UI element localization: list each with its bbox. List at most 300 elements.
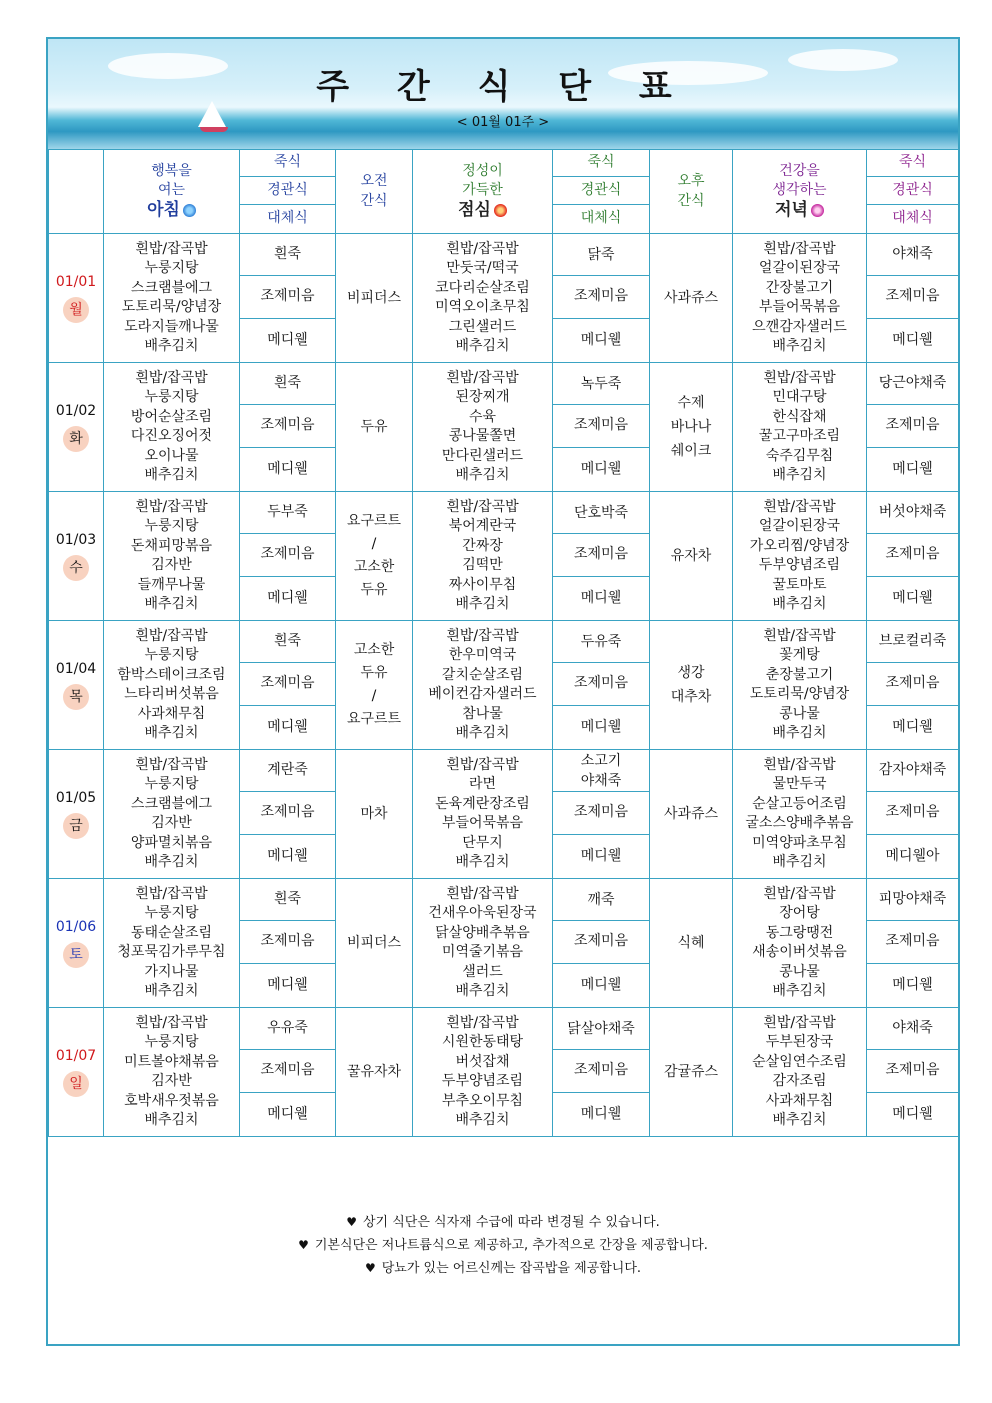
breakfast-item: 도토리묵/양념장 xyxy=(121,299,222,315)
breakfast-cell xyxy=(104,234,240,363)
dinner-item: 미역양파초무침 xyxy=(752,834,847,851)
am-snack-cell xyxy=(336,879,413,1008)
date-cell xyxy=(49,363,104,492)
lunch-item: 흰밥/잡곡밥 xyxy=(446,498,519,515)
lunch-item: 미역오이초무침 xyxy=(435,299,530,315)
am-snack-cell xyxy=(336,750,413,879)
lunch-item: 코다리순살조림 xyxy=(435,279,530,296)
pm-snack-cell xyxy=(650,1008,733,1137)
date-label: 01/06 xyxy=(55,919,97,935)
dinner-item: 가오리찜/양념장 xyxy=(749,537,850,554)
dinner-item: 새송이버섯볶음 xyxy=(752,944,847,960)
lunch-item: 간짜장 xyxy=(462,537,503,554)
lunch-sub: 메디웰 xyxy=(553,448,650,492)
pm-snack-cell xyxy=(650,750,733,879)
breakfast-porridge-header: 죽식 xyxy=(240,150,336,177)
lunch-tube: 조제미음 xyxy=(553,663,650,706)
dinner-item: 꽃게탕 xyxy=(779,647,820,663)
note-line: ♥ 상기 식단은 식자재 수급에 따라 변경될 수 있습니다. xyxy=(346,1215,660,1230)
flower-icon xyxy=(494,204,507,217)
breakfast-tube: 조제미음 xyxy=(240,276,336,319)
day-row xyxy=(49,621,959,663)
lunch-porridge: 깨죽 xyxy=(553,879,650,921)
dinner-item: 흰밥/잡곡밥 xyxy=(763,240,836,257)
breakfast-sub: 메디웰 xyxy=(240,706,336,750)
am-snack-item: / xyxy=(371,536,377,552)
weekday-badge: 월 xyxy=(63,297,89,323)
breakfast-cell xyxy=(104,621,240,750)
dinner-item: 콩나물 xyxy=(779,963,820,980)
breakfast-item: 다진오징어젓 xyxy=(130,428,213,444)
lunch-item: 갈치순살조림 xyxy=(441,666,524,683)
am-snack-item: 꿀유자차 xyxy=(346,1063,402,1080)
lunch-tube-header: 경관식 xyxy=(553,177,650,205)
breakfast-tube: 조제미음 xyxy=(240,405,336,448)
dinner-item: 배추김치 xyxy=(772,854,827,870)
breakfast-sub: 메디웰 xyxy=(240,964,336,1008)
dinner-item: 굴소스양배추볶음 xyxy=(745,815,854,831)
dinner-item: 얼갈이된장국 xyxy=(758,260,841,276)
dinner-tube: 조제미음 xyxy=(867,792,959,835)
breakfast-item: 배추김치 xyxy=(144,467,199,483)
breakfast-item: 김자반 xyxy=(151,1073,192,1089)
dinner-header: 건강을 생각하는 저녁 xyxy=(733,150,867,234)
breakfast-header: 행복을 여는 아침 xyxy=(104,150,240,234)
flower-icon xyxy=(811,204,824,217)
breakfast-item: 미트볼야채볶음 xyxy=(124,1053,219,1070)
lunch-porridge: 소고기 야채죽 xyxy=(553,750,650,792)
weekday-badge: 일 xyxy=(63,1071,89,1097)
breakfast-item: 누룽지탕 xyxy=(144,1034,199,1050)
dinner-cell xyxy=(733,621,867,750)
breakfast-sub: 메디웰 xyxy=(240,1093,336,1137)
day-row xyxy=(49,234,959,276)
am-snack-item: 요구르트 xyxy=(346,513,402,529)
lunch-item: 된장찌개 xyxy=(455,389,510,405)
breakfast-item: 흰밥/잡곡밥 xyxy=(135,756,208,773)
day-row xyxy=(49,879,959,921)
am-snack-cell xyxy=(336,621,413,750)
lunch-tube: 조제미음 xyxy=(553,276,650,319)
pm-snack-cell xyxy=(650,879,733,1008)
dinner-item: 흰밥/잡곡밥 xyxy=(763,627,836,644)
date-cell xyxy=(49,492,104,621)
breakfast-porridge: 두부죽 xyxy=(240,492,336,534)
breakfast-item: 배추김치 xyxy=(144,854,199,870)
dinner-item: 순살임연수조림 xyxy=(752,1053,847,1070)
dinner-item: 배추김치 xyxy=(772,725,827,741)
dinner-item: 순살고등어조림 xyxy=(752,795,847,812)
am-snack-cell xyxy=(336,492,413,621)
dinner-item: 으깬감자샐러드 xyxy=(752,318,847,335)
lunch-cell xyxy=(413,492,553,621)
dinner-cell xyxy=(733,363,867,492)
lunch-item: 짜사이무침 xyxy=(448,576,517,593)
breakfast-porridge: 흰죽 xyxy=(240,879,336,921)
lunch-item: 참나물 xyxy=(462,705,503,722)
dinner-item: 동그랑땡전 xyxy=(765,924,834,941)
pm-snack-cell xyxy=(650,363,733,492)
am-snack-item: 두유 xyxy=(360,418,388,435)
pm-snack-item: 쉐이크 xyxy=(670,443,712,459)
dinner-item: 두부양념조림 xyxy=(758,557,841,573)
lunch-item: 미역줄기볶음 xyxy=(441,944,524,960)
breakfast-item: 누룽지탕 xyxy=(144,260,199,276)
dinner-tube-header: 경관식 xyxy=(867,177,959,205)
dinner-porridge: 야채죽 xyxy=(867,234,959,276)
week-label: < 01월 01주 > xyxy=(456,115,550,130)
dinner-item: 간장불고기 xyxy=(765,279,834,296)
pm-snack-item: 유자차 xyxy=(670,548,712,564)
lunch-cell xyxy=(413,1008,553,1137)
breakfast-item: 사과채무침 xyxy=(137,705,206,722)
am-snack-item: 두유 xyxy=(360,665,388,681)
dinner-sub: 메디웰 xyxy=(867,577,959,621)
lunch-cell xyxy=(413,621,553,750)
lunch-item: 흰밥/잡곡밥 xyxy=(446,369,519,386)
dinner-tube: 조제미음 xyxy=(867,663,959,706)
lunch-porridge: 녹두죽 xyxy=(553,363,650,405)
weekday-badge: 금 xyxy=(63,813,89,839)
breakfast-item: 양파멸치볶음 xyxy=(130,834,213,851)
dinner-item: 춘장불고기 xyxy=(765,666,834,683)
lunch-item: 김떡만 xyxy=(462,557,503,573)
lunch-porridge: 단호박죽 xyxy=(553,492,650,534)
dinner-item: 꿀고구마조림 xyxy=(758,428,841,444)
dinner-cell xyxy=(733,879,867,1008)
dinner-tube: 조제미음 xyxy=(867,405,959,448)
dinner-cell xyxy=(733,234,867,363)
dinner-item: 물만두국 xyxy=(772,776,827,792)
breakfast-tube: 조제미음 xyxy=(240,534,336,577)
date-label: 01/07 xyxy=(55,1048,97,1064)
lunch-item: 흰밥/잡곡밥 xyxy=(446,240,519,257)
breakfast-item: 누룽지탕 xyxy=(144,647,199,663)
breakfast-item: 청포묵김가루무침 xyxy=(117,944,226,960)
lunch-item: 흰밥/잡곡밥 xyxy=(446,627,519,644)
am-snack-item: 요구르트 xyxy=(346,711,402,727)
pm-snack-item: 사과쥬스 xyxy=(663,290,719,306)
breakfast-porridge: 흰죽 xyxy=(240,363,336,405)
pm-snack-cell xyxy=(650,621,733,750)
breakfast-item: 방어순살조림 xyxy=(130,408,213,425)
lunch-item: 배추김치 xyxy=(455,467,510,483)
dinner-sub: 메디웰 xyxy=(867,448,959,492)
lunch-porridge-header: 죽식 xyxy=(553,150,650,177)
notes xyxy=(48,1211,958,1280)
breakfast-item: 배추김치 xyxy=(144,725,199,741)
breakfast-item: 누룽지탕 xyxy=(144,905,199,921)
date-cell xyxy=(49,234,104,363)
dinner-tube: 조제미음 xyxy=(867,921,959,964)
dinner-sub: 메디웰아 xyxy=(867,835,959,879)
dinner-item: 얼갈이된장국 xyxy=(758,518,841,534)
dinner-item: 콩나물 xyxy=(779,705,820,722)
heart-icon: ♥ xyxy=(364,1261,376,1275)
lunch-item: 건새우아욱된장국 xyxy=(428,905,537,921)
weekday-badge: 화 xyxy=(63,426,89,452)
am-snack-header: 오전 간식 xyxy=(336,150,413,234)
breakfast-cell xyxy=(104,1008,240,1137)
breakfast-item: 들깨무나물 xyxy=(137,576,206,593)
am-snack-item: / xyxy=(371,688,377,704)
breakfast-item: 배추김치 xyxy=(144,596,199,612)
am-snack-item: 비피더스 xyxy=(346,934,402,951)
breakfast-sub: 메디웰 xyxy=(240,835,336,879)
dinner-item: 사과채무침 xyxy=(765,1092,834,1109)
lunch-cell xyxy=(413,750,553,879)
am-snack-cell xyxy=(336,363,413,492)
am-snack-item: 마차 xyxy=(360,805,388,822)
dinner-item: 흰밥/잡곡밥 xyxy=(763,885,836,902)
breakfast-porridge: 계란죽 xyxy=(240,750,336,792)
pm-snack-cell xyxy=(650,234,733,363)
breakfast-tube: 조제미음 xyxy=(240,921,336,964)
breakfast-tube: 조제미음 xyxy=(240,1050,336,1093)
breakfast-item: 동태순살조림 xyxy=(130,924,213,941)
lunch-item: 배추김치 xyxy=(455,983,510,999)
breakfast-cell xyxy=(104,750,240,879)
pm-snack-item: 바나나 xyxy=(670,419,712,435)
breakfast-item: 스크램블에그 xyxy=(130,795,213,812)
lunch-item: 만둣국/떡국 xyxy=(446,260,519,276)
lunch-item: 흰밥/잡곡밥 xyxy=(446,1014,519,1031)
breakfast-item: 호박새우젓볶음 xyxy=(124,1092,219,1109)
lunch-porridge: 닭살야채죽 xyxy=(553,1008,650,1050)
breakfast-item: 누룽지탕 xyxy=(144,776,199,792)
lunch-sub: 메디웰 xyxy=(553,706,650,750)
date-cell xyxy=(49,750,104,879)
date-cell xyxy=(49,879,104,1008)
dinner-tube: 조제미음 xyxy=(867,276,959,319)
lunch-sub: 메디웰 xyxy=(553,835,650,879)
lunch-item: 단무지 xyxy=(462,834,503,851)
weekday-badge: 수 xyxy=(63,555,89,581)
lunch-sub: 메디웰 xyxy=(553,577,650,621)
breakfast-tube: 조제미음 xyxy=(240,792,336,835)
breakfast-item: 느타리버섯볶음 xyxy=(124,686,219,702)
dinner-item: 흰밥/잡곡밥 xyxy=(763,369,836,386)
breakfast-item: 스크램블에그 xyxy=(130,279,213,296)
date-label: 01/03 xyxy=(55,532,97,548)
lunch-item: 닭살양배추볶음 xyxy=(435,924,530,941)
breakfast-item: 배추김치 xyxy=(144,338,199,354)
lunch-item: 흰밥/잡곡밥 xyxy=(446,756,519,773)
lunch-cell xyxy=(413,234,553,363)
weekday-badge: 목 xyxy=(63,684,89,710)
lunch-item: 배추김치 xyxy=(455,596,510,612)
breakfast-item: 흰밥/잡곡밥 xyxy=(135,627,208,644)
dinner-item: 흰밥/잡곡밥 xyxy=(763,1014,836,1031)
breakfast-item: 누룽지탕 xyxy=(144,389,199,405)
dinner-item: 흰밥/잡곡밥 xyxy=(763,756,836,773)
am-snack-item: 두유 xyxy=(360,582,388,598)
lunch-item: 부들어묵볶음 xyxy=(441,815,524,831)
dinner-porridge: 야채죽 xyxy=(867,1008,959,1050)
pm-snack-item: 생강 xyxy=(677,665,705,681)
lunch-sub-header: 대체식 xyxy=(553,205,650,234)
lunch-item: 콩나물쫄면 xyxy=(448,428,517,444)
heart-icon: ♥ xyxy=(346,1215,357,1229)
breakfast-item: 배추김치 xyxy=(144,983,199,999)
dinner-sub: 메디웰 xyxy=(867,964,959,1008)
lunch-tube: 조제미음 xyxy=(553,921,650,964)
lunch-tube: 조제미음 xyxy=(553,1050,650,1093)
dinner-item: 배추김치 xyxy=(772,1112,827,1128)
dinner-item: 장어탕 xyxy=(779,905,820,921)
breakfast-cell xyxy=(104,879,240,1008)
date-label: 01/01 xyxy=(55,274,97,290)
breakfast-porridge: 흰죽 xyxy=(240,234,336,276)
lunch-item: 한우미역국 xyxy=(448,647,517,663)
breakfast-porridge: 우유죽 xyxy=(240,1008,336,1050)
breakfast-item: 가지나물 xyxy=(144,963,199,980)
lunch-item: 돈육계란장조림 xyxy=(435,795,530,812)
lunch-item: 샐러드 xyxy=(462,963,503,980)
breakfast-item: 김자반 xyxy=(151,815,192,831)
dinner-cell xyxy=(733,750,867,879)
dinner-cell xyxy=(733,492,867,621)
lunch-item: 흰밥/잡곡밥 xyxy=(446,885,519,902)
breakfast-item: 흰밥/잡곡밥 xyxy=(135,369,208,386)
dinner-cell xyxy=(733,1008,867,1137)
pm-snack-item: 식혜 xyxy=(677,935,705,951)
pm-snack-item: 사과쥬스 xyxy=(663,806,719,822)
lunch-cell xyxy=(413,363,553,492)
dinner-porridge: 당근야채죽 xyxy=(867,363,959,405)
breakfast-sub: 메디웰 xyxy=(240,448,336,492)
breakfast-tube: 조제미음 xyxy=(240,663,336,706)
date-label: 01/02 xyxy=(55,403,97,419)
page-title: 주 간 식 단 표 xyxy=(316,67,690,107)
breakfast-sub-header: 대체식 xyxy=(240,205,336,234)
dinner-item: 한식잡채 xyxy=(772,408,827,425)
lunch-item: 배추김치 xyxy=(455,854,510,870)
dinner-item: 두부된장국 xyxy=(765,1034,834,1050)
dinner-item: 꿀토마토 xyxy=(772,576,827,593)
dinner-porridge-header: 죽식 xyxy=(867,150,959,177)
dinner-sub: 메디웰 xyxy=(867,706,959,750)
pm-snack-item: 대추차 xyxy=(670,689,712,705)
breakfast-item: 흰밥/잡곡밥 xyxy=(135,240,208,257)
menu-frame xyxy=(46,37,960,1346)
breakfast-item: 김자반 xyxy=(151,557,192,573)
dinner-item: 배추김치 xyxy=(772,467,827,483)
breakfast-cell xyxy=(104,363,240,492)
lunch-item: 라면 xyxy=(468,776,497,792)
am-snack-item: 비피더스 xyxy=(346,289,402,306)
day-row xyxy=(49,1008,959,1050)
heart-icon: ♥ xyxy=(298,1238,309,1252)
dinner-item: 배추김치 xyxy=(772,338,827,354)
breakfast-item: 돈채피망볶음 xyxy=(130,537,213,554)
note-line: ♥ 기본식단은 저나트륨식으로 제공하고, 추가적으로 간장을 제공합니다. xyxy=(298,1238,708,1253)
lunch-sub: 메디웰 xyxy=(553,964,650,1008)
date-cell xyxy=(49,1008,104,1137)
lunch-item: 버섯잡채 xyxy=(455,1053,510,1070)
breakfast-item: 흰밥/잡곡밥 xyxy=(135,1014,208,1031)
breakfast-item: 흰밥/잡곡밥 xyxy=(135,498,208,515)
pm-snack-cell xyxy=(650,492,733,621)
breakfast-item: 흰밥/잡곡밥 xyxy=(135,885,208,902)
lunch-item: 배추김치 xyxy=(455,725,510,741)
breakfast-porridge: 흰죽 xyxy=(240,621,336,663)
dinner-sub-header: 대체식 xyxy=(867,205,959,234)
lunch-item: 만다린샐러드 xyxy=(441,447,524,464)
dinner-porridge: 브로컬리죽 xyxy=(867,621,959,663)
dinner-porridge: 감자야채죽 xyxy=(867,750,959,792)
lunch-item: 부추오이무침 xyxy=(441,1092,524,1109)
breakfast-tube-header: 경관식 xyxy=(240,177,336,205)
date-label: 01/04 xyxy=(55,661,97,677)
dinner-item: 배추김치 xyxy=(772,983,827,999)
date-cell xyxy=(49,621,104,750)
lunch-porridge: 닭죽 xyxy=(553,234,650,276)
lunch-porridge: 두유죽 xyxy=(553,621,650,663)
dinner-sub: 메디웰 xyxy=(867,1093,959,1137)
lunch-item: 시원한동태탕 xyxy=(441,1034,524,1050)
breakfast-item: 도라지들깨나물 xyxy=(124,318,219,335)
day-row xyxy=(49,492,959,534)
am-snack-cell xyxy=(336,1008,413,1137)
lunch-sub: 메디웰 xyxy=(553,1093,650,1137)
date-label: 01/05 xyxy=(55,790,97,806)
lunch-item: 배추김치 xyxy=(455,338,510,354)
dinner-tube: 조제미음 xyxy=(867,1050,959,1093)
dinner-porridge: 버섯야채죽 xyxy=(867,492,959,534)
dinner-item: 배추김치 xyxy=(772,596,827,612)
breakfast-sub: 메디웰 xyxy=(240,577,336,621)
dinner-porridge: 피망야채죽 xyxy=(867,879,959,921)
breakfast-sub: 메디웰 xyxy=(240,319,336,363)
day-row xyxy=(49,363,959,405)
lunch-tube: 조제미음 xyxy=(553,792,650,835)
lunch-item: 배추김치 xyxy=(455,1112,510,1128)
breakfast-cell xyxy=(104,492,240,621)
breakfast-item: 함박스테이크조림 xyxy=(117,666,226,683)
dinner-item: 부들어묵볶음 xyxy=(758,299,841,315)
lunch-item: 북어계란국 xyxy=(448,518,517,534)
dinner-item: 숙주김무침 xyxy=(765,447,834,464)
weekday-badge: 토 xyxy=(63,942,89,968)
am-snack-cell xyxy=(336,234,413,363)
lunch-item: 베이컨감자샐러드 xyxy=(428,686,537,702)
lunch-cell xyxy=(413,879,553,1008)
dinner-item: 흰밥/잡곡밥 xyxy=(763,498,836,515)
dinner-tube: 조제미음 xyxy=(867,534,959,577)
dinner-item: 감자조림 xyxy=(772,1073,827,1089)
flower-icon xyxy=(183,204,196,217)
dinner-item: 도토리묵/양념장 xyxy=(749,686,850,702)
dinner-sub: 메디웰 xyxy=(867,319,959,363)
pm-snack-item: 수제 xyxy=(677,395,705,411)
pm-snack-header: 오후 간식 xyxy=(650,150,733,234)
pm-snack-item: 감귤쥬스 xyxy=(663,1064,719,1080)
day-row xyxy=(49,750,959,792)
lunch-tube: 조제미음 xyxy=(553,405,650,448)
lunch-tube: 조제미음 xyxy=(553,534,650,577)
lunch-header: 정성이 가득한 점심 xyxy=(413,150,553,234)
lunch-item: 수육 xyxy=(468,408,497,425)
note-line: ♥ 당뇨가 있는 어르신께는 잡곡밥을 제공합니다. xyxy=(364,1261,642,1276)
dinner-item: 민대구탕 xyxy=(772,389,827,405)
am-snack-item: 고소한 xyxy=(353,559,395,575)
breakfast-item: 오이나물 xyxy=(144,447,199,464)
lunch-item: 두부양념조림 xyxy=(441,1073,524,1089)
breakfast-item: 배추김치 xyxy=(144,1112,199,1128)
corner-cell xyxy=(49,150,104,234)
breakfast-item: 누룽지탕 xyxy=(144,518,199,534)
